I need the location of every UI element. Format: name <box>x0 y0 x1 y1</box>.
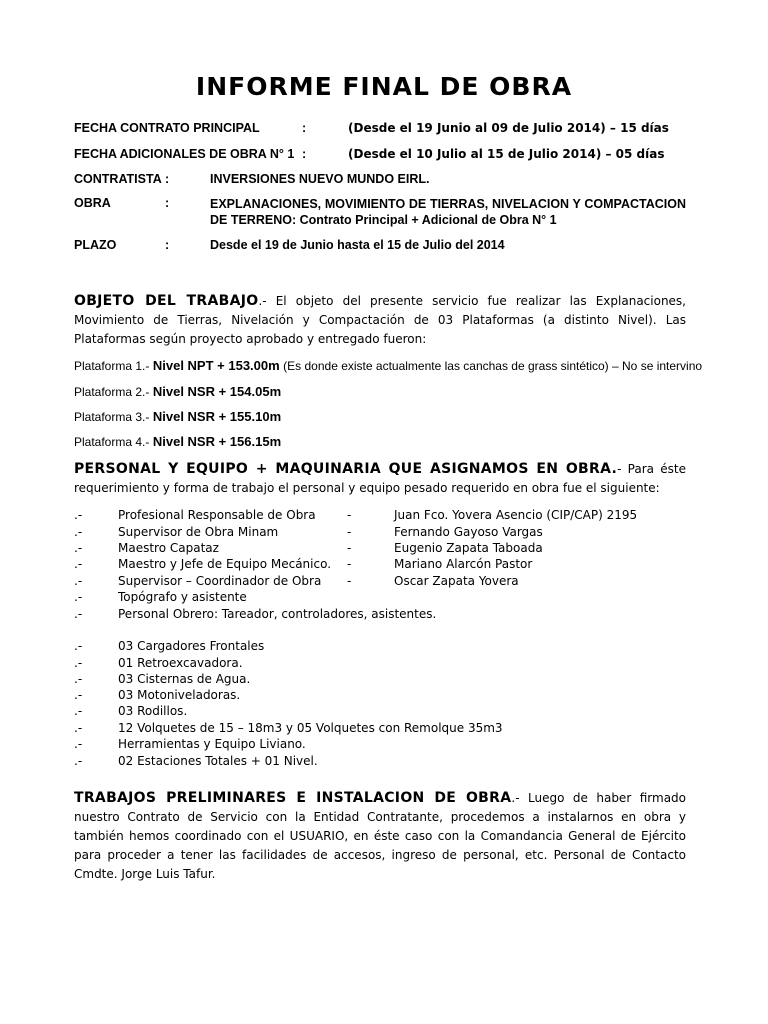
equipo-item: Herramientas y Equipo Liviano. <box>118 737 306 751</box>
plazo-label: PLAZO <box>74 238 117 252</box>
list-bullet: .- <box>74 541 83 555</box>
plataforma-3 <box>74 409 281 424</box>
fecha-adicionales-label: FECHA ADICIONALES DE OBRA N° 1 <box>74 147 295 161</box>
list-bullet: .- <box>74 754 83 768</box>
document-title: INFORME FINAL DE OBRA <box>195 72 573 101</box>
personal-dash: - <box>347 574 352 588</box>
contratista-label: CONTRATISTA <box>74 172 162 186</box>
personal-role: Supervisor de Obra Minam <box>118 525 279 539</box>
list-bullet: .- <box>74 704 83 718</box>
plataforma-nivel: Nivel NSR + 155.10m <box>152 409 282 424</box>
equipo-item: 02 Estaciones Totales + 01 Nivel. <box>118 754 318 768</box>
plataforma-label: Plataforma 1.- <box>74 359 150 373</box>
personal-name: Oscar Zapata Yovera <box>394 574 519 588</box>
list-bullet: .- <box>74 688 83 702</box>
equipo-item: 01 Retroexcavadora. <box>118 656 243 670</box>
list-bullet: .- <box>74 672 83 686</box>
personal-text: - Para éste requerimiento y forma de trabajo el personal y equipo pesado requerido en obra fue el siguiente: <box>74 462 686 495</box>
trabajos-paragraph <box>74 789 686 884</box>
personal-heading: PERSONAL Y EQUIPO + MAQUINARIA QUE ASIGNAMOS EN OBRA. <box>74 461 618 477</box>
personal-role: Maestro Capataz <box>118 541 219 555</box>
personal-paragraph <box>74 460 686 498</box>
plataforma-4 <box>74 434 281 449</box>
contratista-value: INVERSIONES NUEVO MUNDO EIRL. <box>210 172 430 186</box>
list-bullet: .- <box>74 508 83 522</box>
fecha-adicionales-sep: : <box>302 147 307 161</box>
personal-dash: - <box>347 541 352 555</box>
personal-name: Mariano Alarcón Pastor <box>394 557 533 571</box>
list-bullet: .- <box>74 656 83 670</box>
trabajos-heading: TRABAJOS PRELIMINARES E INSTALACION DE OBRA <box>74 790 512 806</box>
list-bullet: .- <box>74 590 83 604</box>
obra-label: OBRA <box>74 196 111 210</box>
list-bullet: .- <box>74 721 83 735</box>
equipo-item: 03 Cargadores Frontales <box>118 639 265 653</box>
list-bullet: .- <box>74 525 83 539</box>
objeto-text: .- El objeto del presente servicio fue realizar las Explanaciones, Movimiento de Tierras, Nivelación y Compactación de 03 Plataformas (a distinto Nivel). Las Plataformas según proyecto aprobado y entregado fueron: <box>74 294 686 346</box>
list-bullet: .- <box>74 639 83 653</box>
fecha-adicionales-value: (Desde el 10 Julio al 15 de Julio 2014) – 05 días <box>348 147 665 161</box>
plataforma-1 <box>74 358 702 373</box>
equipo-item: 12 Volquetes de 15 – 18m3 y 05 Volquetes con Remolque 35m3 <box>118 721 503 735</box>
fecha-contrato-value: (Desde el 19 Junio al 09 de Julio 2014) – 15 días <box>348 121 669 135</box>
personal-role: Topógrafo y asistente <box>118 590 247 604</box>
objeto-heading: OBJETO DEL TRABAJO <box>74 293 259 309</box>
personal-dash: - <box>347 525 352 539</box>
plazo-sep: : <box>165 238 170 252</box>
personal-role: Maestro y Jefe de Equipo Mecánico. <box>118 557 332 571</box>
equipo-item: 03 Motoniveladoras. <box>118 688 241 702</box>
list-bullet: .- <box>74 574 83 588</box>
list-bullet: .- <box>74 557 83 571</box>
objeto-paragraph <box>74 292 686 349</box>
plataforma-2 <box>74 384 281 399</box>
personal-role: Personal Obrero: Tareador, controladores, asistentes. <box>118 607 437 621</box>
equipo-item: 03 Cisternas de Agua. <box>118 672 251 686</box>
personal-name: Eugenio Zapata Taboada <box>394 541 543 555</box>
plazo-value: Desde el 19 de Junio hasta el 15 de Julio del 2014 <box>210 238 505 252</box>
plataforma-nivel: Nivel NSR + 154.05m <box>152 384 282 399</box>
plataforma-nivel: Nivel NSR + 156.15m <box>152 434 282 449</box>
trabajos-text: .- Luego de haber firmado nuestro Contrato de Servicio con la Entidad Contratante, procedemos a instalarnos en obra y también hemos coordinado con el USUARIO, en éste caso con la Comandancia General de Ejército para proceder a tener las facilidades de accesos, ingreso de personal, etc. Personal de Contacto Cmdte. Jorge Luis Tafur. <box>74 791 686 881</box>
list-bullet: .- <box>74 737 83 751</box>
personal-dash: - <box>347 557 352 571</box>
plataforma-label: Plataforma 2.- <box>74 385 150 399</box>
plataforma-note: (Es donde existe actualmente las canchas de grass sintético) – No se intervino <box>283 359 703 373</box>
fecha-contrato-sep: : <box>302 121 307 135</box>
equipo-item: 03 Rodillos. <box>118 704 188 718</box>
personal-role: Profesional Responsable de Obra <box>118 508 316 522</box>
contratista-sep: : <box>165 172 170 186</box>
personal-name: Fernando Gayoso Vargas <box>394 525 543 539</box>
list-bullet: .- <box>74 607 83 621</box>
plataforma-label: Plataforma 4.- <box>74 435 150 449</box>
fecha-contrato-label: FECHA CONTRATO PRINCIPAL <box>74 121 260 135</box>
obra-sep: : <box>165 196 170 210</box>
obra-value: EXPLANACIONES, MOVIMIENTO DE TIERRAS, NIVELACION Y COMPACTACION DE TERRENO: Contrato Principal + Adicional de Obra N° 1 <box>210 197 686 227</box>
personal-role: Supervisor – Coordinador de Obra <box>118 574 322 588</box>
plataforma-label: Plataforma 3.- <box>74 410 150 424</box>
plataforma-nivel: Nivel NPT + 153.00m <box>152 358 280 373</box>
personal-name: Juan Fco. Yovera Asencio (CIP/CAP) 2195 <box>394 508 638 522</box>
personal-dash: - <box>347 508 352 522</box>
